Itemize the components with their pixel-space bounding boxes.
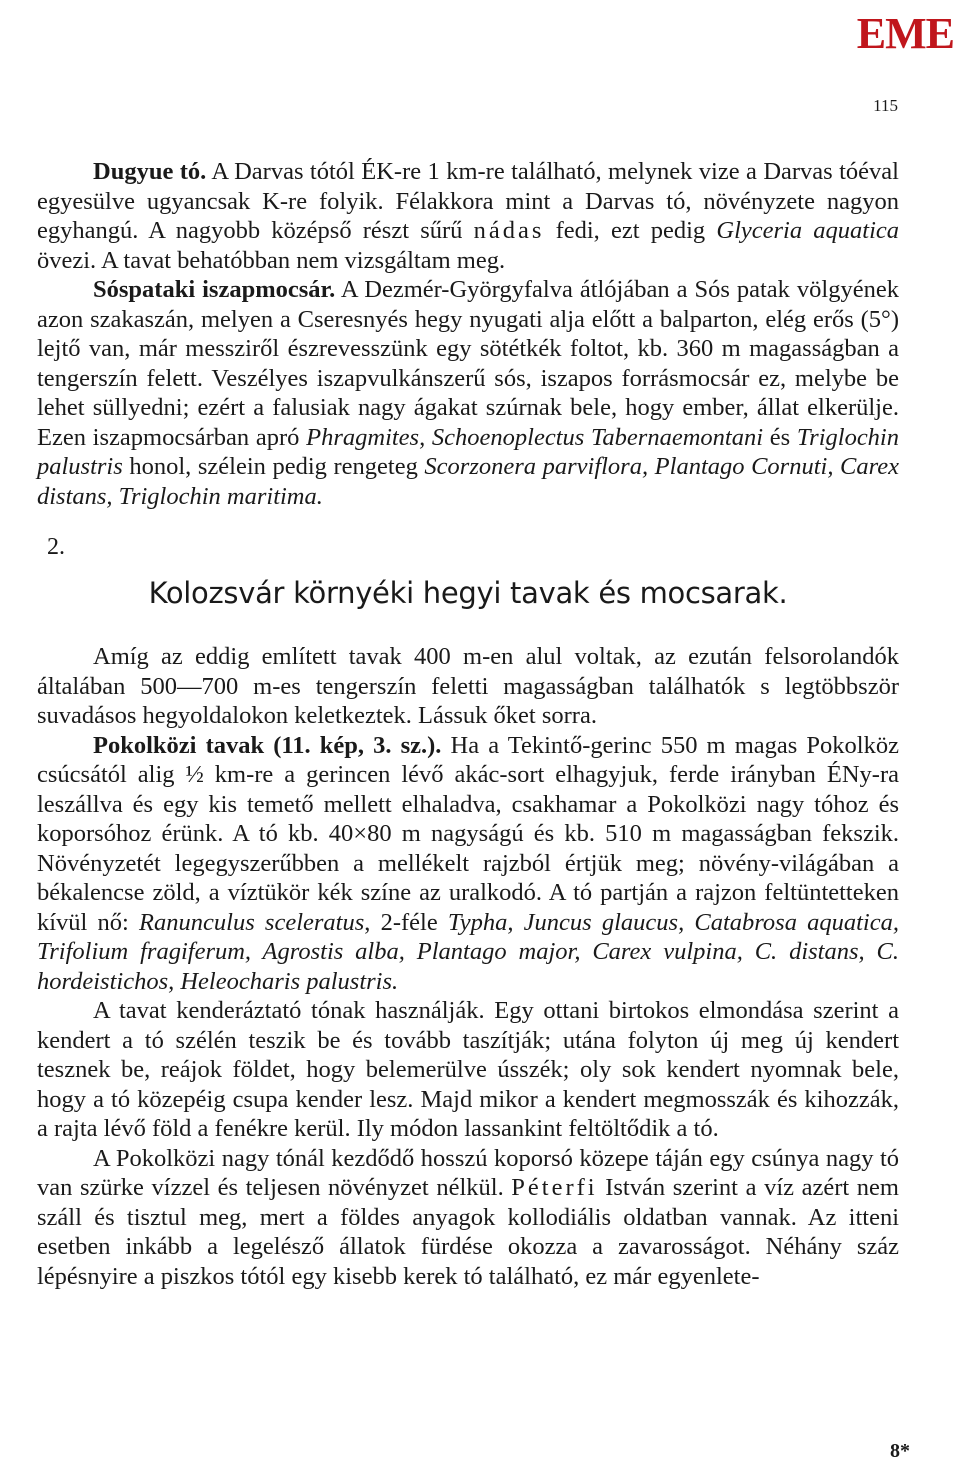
- paragraph-text: övezi. A tavat behatóbban nem vizsgáltam meg.: [37, 246, 506, 274]
- entry-title: Pokolközi tavak (11. kép, 3. sz.).: [93, 731, 442, 759]
- page-text: [37, 157, 899, 1291]
- paragraph-sospataki: [37, 275, 899, 511]
- entry-title: Sóspataki iszapmocsár.: [93, 276, 336, 303]
- paragraph-dugyue: [37, 157, 899, 275]
- paragraph-text: és: [763, 423, 797, 451]
- species-name: Scorzonera parviflora, Plantago Cornuti, Carex distans, Triglochin maritima.: [37, 453, 899, 510]
- paragraph-text: A Darvas tótól ÉK-re 1 km-re található, melynek vize a Darvas tóéval egyesülve ugyancsak K-re folyik. Félakkora mint a Darvas tó, növényzete nagyon egyhangú. A nagyobb középső részt sűrű: [37, 158, 899, 244]
- species-name: Ranunculus sceleratus: [139, 908, 365, 936]
- paragraph-text: honol, szélein pedig rengeteg: [122, 453, 425, 480]
- species-name: Glyceria aquatica: [716, 217, 900, 244]
- section-number: 2.: [47, 534, 65, 560]
- species-name: Triglochin palustris: [37, 423, 899, 480]
- spaced-word: nádas: [473, 217, 545, 244]
- species-name: Phragmites, Schoenoplectus Tabernaemontani: [306, 423, 764, 451]
- page-number: 115: [873, 96, 898, 115]
- entry-title: Dugyue tó.: [93, 158, 207, 185]
- paragraph-pokolkozi: [37, 731, 899, 997]
- paragraph-text: fedi, ezt pedig: [544, 217, 717, 244]
- author-name: Péterfi: [511, 1174, 598, 1201]
- species-name: Typha, Juncus glaucus, Catabrosa aquatica, Trifolium fragiferum, Agrostis alba, Plantago major, Carex vulpina, C. distans, C. hordeistichos, Heleocharis palustris.: [37, 908, 899, 995]
- signature-mark: 8*: [890, 1440, 910, 1462]
- paragraph-text: A Dezmér-Györgyfalva átlójában a Sós patak völgyének azon szakaszán, melyen a Cseresnyés hegy nyugati alja előtt a balparton, elég erős (5°) lejtő van, már messziről észrevesszünk egy sötétkék foltot, kb. 360 m magasságban a tengerszín felett. Veszélyes iszapvulkánszerű sós, iszapos forrásmocsár ez, melybe be lehet süllyedni; ezért a falusiak nagy ágakat szúrnak bele, hogy ember, állat elkerülje. Ezen iszapmocsárban apró: [37, 276, 899, 451]
- paragraph-text: István szerint a víz azért nem száll és tisztul meg, mert a földes anyagok kollodiális oldatban vannak. Az itteni esetben inkább a legelésző állatok fürdése okozza a zavarosságot. Néhány száz lépésnyire a piszkos tótól egy kisebb kerek tó található, ez már egyenlete-: [37, 1174, 899, 1290]
- paragraph-text: , 2-féle: [364, 908, 448, 936]
- paragraph-text: A Pokolközi nagy tónál kezdődő hosszú koporsó közepe táján egy csúnya nagy tó van szürke vízzel és teljesen növényzet nélkül.: [37, 1144, 899, 1201]
- paragraph-koporso: [37, 1144, 899, 1292]
- paragraph-text: Ha a Tekintő-gerinc 550 m magas Pokolköz csúcsától alig ½ km-re a gerincen lévő akác-sort elhagyjuk, ferde irányban ÉNy-ra leszállva és egy kis temető mellett elhaladva, csakhamar a Pokolközi nagy tóhoz és koporsóhoz érünk. A tó kb. 40×80 m nagyságú és kb. 510 m magasságban fekszik. Növényzetét legegyszerűbben a mellékelt rajzból értjük meg; növény-világában a békalencse zöld, a víztükör kék színe az uralkodó. A tó partján a rajzon feltüntetteken kívül nő:: [37, 731, 899, 936]
- section-heading: Kolozsvár környéki hegyi tavak és mocsarak.: [148, 575, 788, 610]
- paragraph-intro: Amíg az eddig említett tavak 400 m-en alul voltak, az ezután felsorolandók általában 500—700 m-es tengerszín feletti magasságban találhatók s legtöbbször suvadásos hegyoldalokon keletkeztek. Lássuk őket sorra.: [37, 643, 899, 729]
- paragraph-kender: A tavat kenderáztató tónak használják. Egy ottani birtokos elmondása szerint a kendert a tó szélén teszik be és tovább taszítják; utána folyton új meg új kendert tesznek be, reájok földet, hogy belemerülve ússzék; oly sok kendert nyomnak bele, hogy a tó közepéig csupa kender lesz. Majd mikor a kendert megmosszák és kihozzák, a rajta lévő föld a fenékre kerül. Ily módon lassankint feltöltődik a tó.: [37, 997, 899, 1142]
- eme-logo: EME: [856, 9, 954, 58]
